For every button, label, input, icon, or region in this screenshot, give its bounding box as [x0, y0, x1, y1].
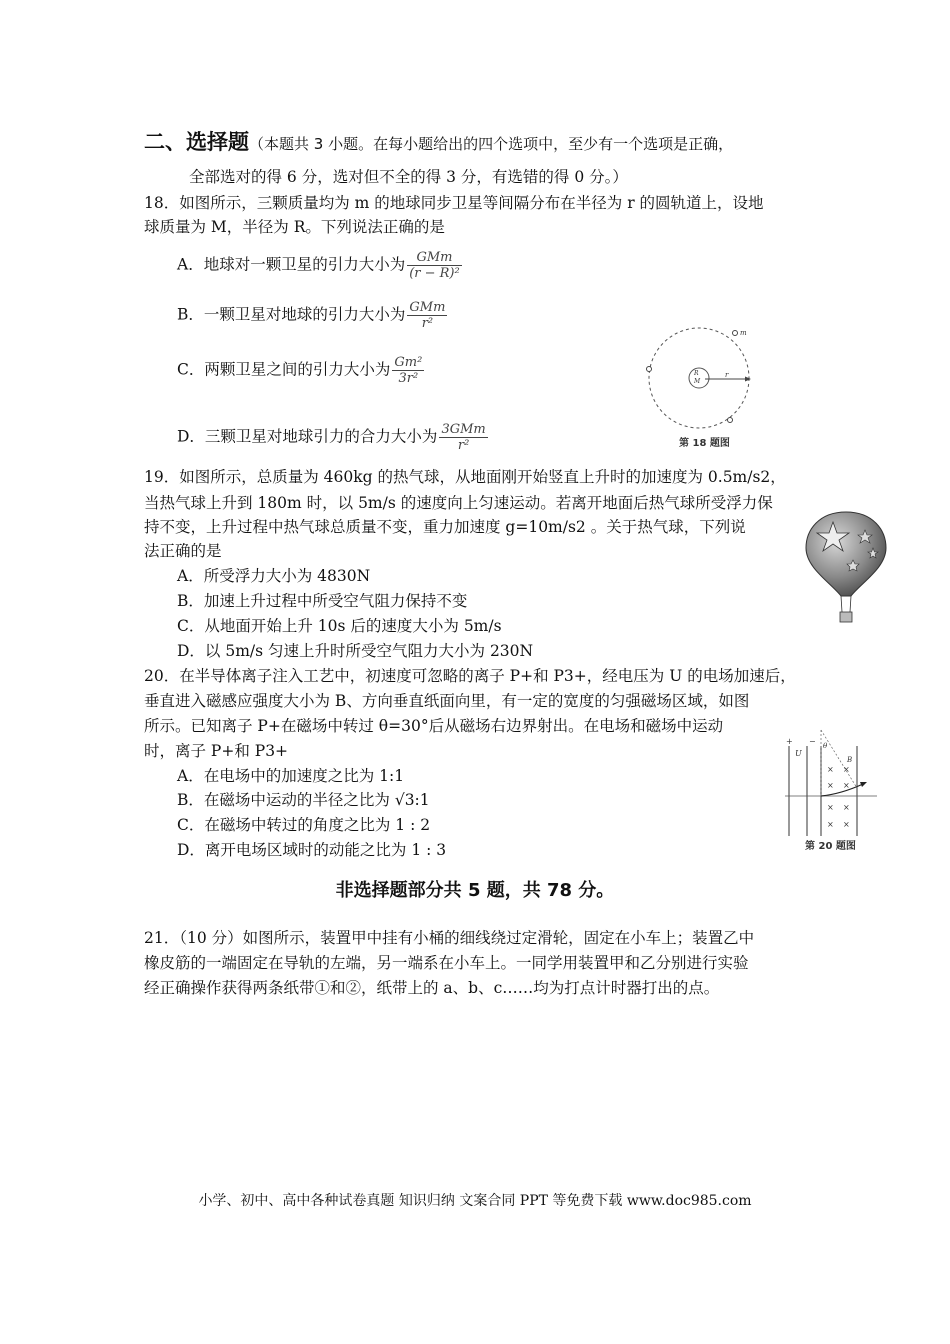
fraction-denominator: (r − R)² [409, 266, 460, 281]
q20-field-figure [785, 726, 880, 854]
q18-option-d-text: D．三颗卫星对地球引力的合力大小为 [177, 427, 438, 446]
satellite-left [647, 367, 652, 372]
q18-option-b [177, 300, 447, 331]
fraction-numerator: GMm [416, 250, 453, 265]
section-title: 二、选择题 [144, 130, 249, 154]
earth-label-M: M [694, 378, 701, 385]
q20-line1: 20．在半导体离子注入工艺中，初速度可忽略的离子 P+和 P3+，经电压为 U 的电场加速后， [144, 667, 796, 685]
q18-figure-caption: 第 18 题图 [679, 438, 730, 449]
q20-option-c: C．在磁场中转过的角度之比为 1 : 2 [177, 816, 431, 834]
balloon-rope [850, 596, 851, 612]
ion-arrowhead [860, 782, 867, 787]
q18-option-a-fraction [407, 250, 462, 281]
q20-figure-caption: 第 20 题图 [805, 841, 856, 852]
fraction-denominator: r² [421, 316, 434, 331]
q19-option-b: B．加速上升过程中所受空气阻力保持不变 [177, 592, 468, 610]
cross-mark: × [843, 765, 850, 774]
cross-mark: × [827, 781, 834, 790]
cross-mark: × [843, 803, 850, 812]
cross-mark: × [843, 820, 850, 829]
cross-mark: × [827, 765, 834, 774]
balloon-rope [841, 596, 842, 612]
satellite-bottom [728, 418, 733, 423]
fraction-denominator: r² [457, 438, 470, 453]
q19-line3: 持不变，上升过程中热气球总质量不变，重力加速度 g=10m/s2 。关于热气球，下列说 [144, 518, 746, 536]
q19-line1: 19．如图所示，总质量为 460kg 的热气球，从地面刚开始竖直上升时的加速度为 0.5m/s2， [144, 468, 786, 486]
q19-balloon-figure [803, 508, 889, 628]
cross-mark: × [843, 781, 850, 790]
q20-option-b: B．在磁场中运动的半径之比为 √3:1 [177, 791, 430, 809]
q19-line2: 当热气球上升到 180m 时，以 5m/s 的速度向上匀速运动。若离开地面后热气球所受浮力保 [144, 494, 773, 512]
fraction-numerator: GMm [409, 300, 446, 315]
part2-heading: 非选择题部分共 5 题，共 78 分。 [335, 880, 615, 901]
q20-line3: 所示。已知离子 P+在磁场中转过 θ=30°后从磁场右边界射出。在电场和磁场中运动 [144, 717, 724, 735]
q18-stem-line1: 18．如图所示，三颗质量均为 m 的地球同步卫星等间隔分布在半径为 r 的圆轨道上，设地 [144, 194, 764, 212]
fraction-numerator: 3GMm [441, 422, 486, 437]
q21-line3: 经正确操作获得两条纸带①和②，纸带上的 a、b、c……均为打点计时器打出的点。 [144, 979, 720, 997]
cross-mark: × [827, 803, 834, 812]
q18-option-b-fraction [407, 300, 447, 331]
q18-option-c-text: C．两颗卫星之间的引力大小为 [177, 360, 391, 379]
q20-option-a: A．在电场中的加速度之比为 1:1 [177, 767, 405, 785]
q18-option-a [177, 250, 462, 281]
q21-line2: 橡皮筋的一端固定在导轨的左端，另一端系在小车上。一同学用装置甲和乙分别进行实验 [144, 954, 749, 972]
q18-option-a-text: A．地球对一颗卫星的引力大小为 [177, 255, 406, 274]
earth-label-R: R [694, 370, 699, 377]
cross-mark: × [827, 820, 834, 829]
section-note-line1: （本题共 3 小题。在每小题给出的四个选项中，至少有一个选项是正确， [249, 135, 734, 153]
section-note-line2: 全部选对的得 6 分，选对但不全的得 3 分，有选错的得 0 分。） [189, 168, 628, 186]
page-footer: 小学、初中、高中各种试卷真题 知识归纳 文案合同 PPT 等免费下载 www.doc985.com [198, 1193, 752, 1209]
q20-option-d: D．离开电场区域时的动能之比为 1 : 3 [177, 841, 447, 859]
q18-option-c-fraction [392, 355, 424, 386]
q19-option-a: A．所受浮力大小为 4830N [177, 567, 371, 585]
q18-option-d-fraction [439, 422, 487, 453]
radius-label-r: r [725, 371, 729, 379]
q19-line4: 法正确的是 [144, 542, 222, 560]
radius-arrowhead [745, 377, 751, 382]
fraction-denominator: 3r² [398, 371, 419, 386]
q18-option-d [177, 422, 488, 453]
satellite-top [733, 331, 738, 336]
label-B: B [847, 756, 853, 764]
q18-stem-line2: 球质量为 M，半径为 R。下列说法正确的是 [144, 218, 445, 236]
q18-option-c [177, 355, 424, 386]
label-minus: − [809, 737, 816, 746]
satellite-label-m: m [740, 329, 747, 337]
label-plus: + [786, 737, 793, 746]
q19-option-c: C．从地面开始上升 10s 后的速度大小为 5m/s [177, 617, 502, 635]
q18-option-b-text: B．一颗卫星对地球的引力大小为 [177, 305, 406, 324]
q18-orbit-figure [635, 322, 765, 452]
label-U: U [795, 749, 802, 758]
balloon-basket [840, 612, 852, 622]
label-theta: θ [823, 742, 828, 750]
q19-option-d: D．以 5m/s 匀速上升时所受空气阻力大小为 230N [177, 642, 534, 660]
fraction-numerator: Gm² [394, 355, 423, 370]
q20-line4: 时，离子 P+和 P3+ [144, 742, 289, 760]
q21-line1: 21．（10 分）如图所示，装置甲中挂有小桶的细线绕过定滑轮，固定在小车上；装置乙中 [144, 929, 755, 947]
section-heading [144, 126, 733, 156]
q20-line2: 垂直进入磁感应强度大小为 B、方向垂直纸面向里，有一定的宽度的匀强磁场区域，如图 [144, 692, 750, 710]
